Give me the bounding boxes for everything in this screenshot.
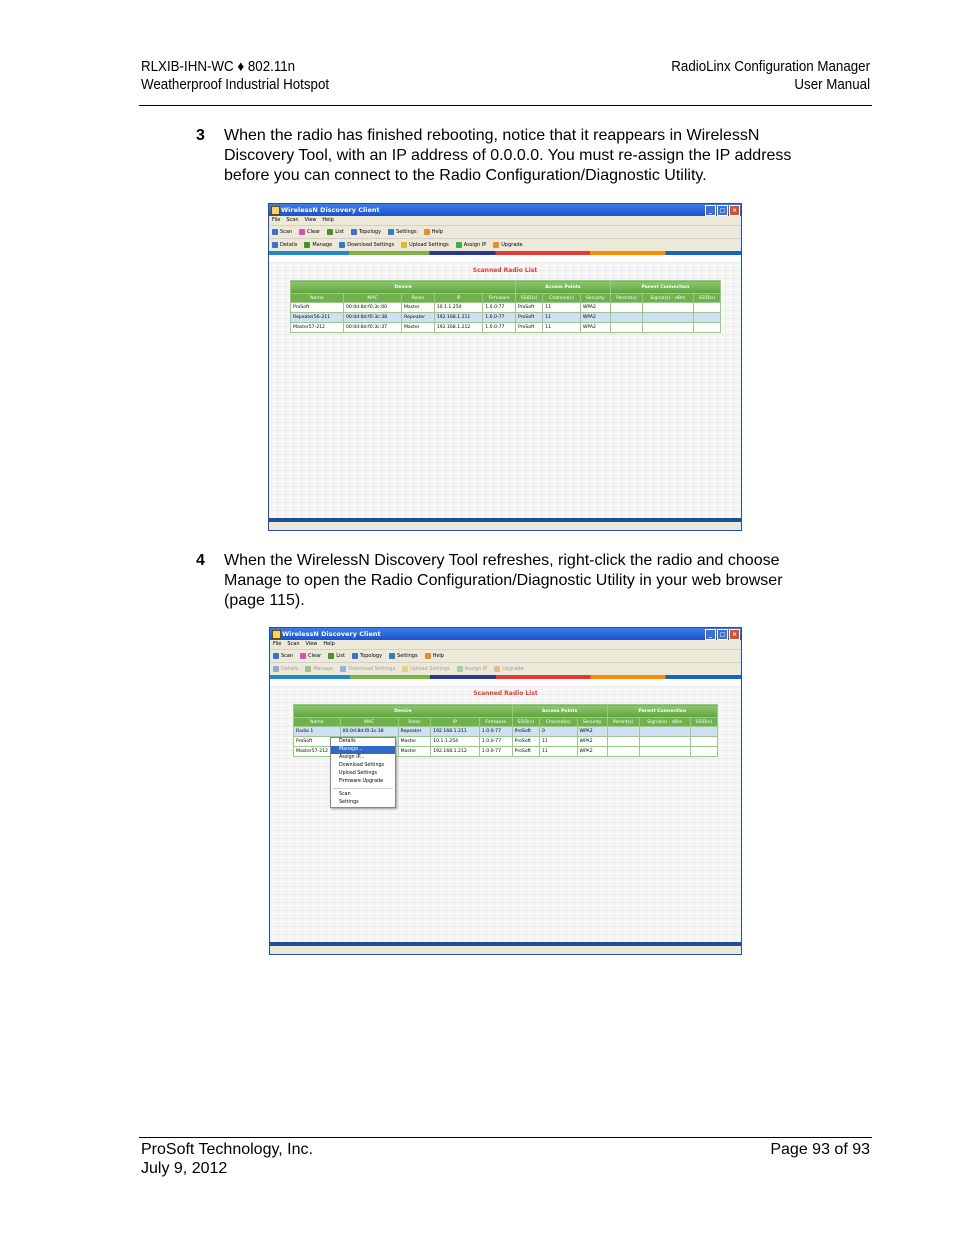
tools-icon [388, 229, 394, 235]
col-parent[interactable]: Parent(s) [610, 294, 642, 303]
manual-title: RadioLinx Configuration Manager [671, 59, 870, 75]
footer-rule [139, 1137, 872, 1138]
table-row[interactable]: ProSoft 00:0d:8d:f0:3c:00 Master 10.1.1.254 1.0.0-77 ProSoft 11 WPA2 [291, 303, 721, 313]
manage-icon [305, 666, 311, 672]
color-stripe [269, 251, 741, 255]
col-firmware[interactable]: Firmware [483, 294, 516, 303]
context-menu [330, 737, 396, 808]
upload-settings-button[interactable]: Upload Settings [402, 663, 450, 675]
maximize-icon[interactable]: □ [717, 205, 728, 216]
step-number: 4 [196, 552, 205, 569]
col-channel[interactable]: Channel(s) [543, 294, 581, 303]
manual-type: User Manual [794, 77, 870, 93]
magnifier-icon [272, 229, 278, 235]
col-roles[interactable]: Roles [401, 294, 434, 303]
ctx-upload-settings[interactable]: Upload Settings [339, 771, 378, 776]
window-title: WirelessN Discovery Client [282, 630, 381, 638]
upgrade-button[interactable]: Upgrade [493, 239, 522, 251]
group-access-points: Access Points [516, 281, 611, 294]
col-roles[interactable]: Roles [398, 718, 431, 727]
list-button[interactable]: List [328, 650, 345, 662]
product-description: Weatherproof Industrial Hotspot [141, 77, 330, 93]
scan-button[interactable]: Scan [273, 650, 293, 662]
col-signal[interactable]: Signal(s) - dBm [643, 294, 694, 303]
download-icon [339, 242, 345, 248]
col-security[interactable]: Security [580, 294, 610, 303]
upgrade-icon [493, 242, 499, 248]
menu-file[interactable]: File [272, 217, 281, 223]
table-row[interactable]: Repeater56-211 00:0d:8d:f0:3c:38 Repeater 192.168.1.211 1.0.0-77 ProSoft 11 WPA2 [291, 313, 721, 323]
ctx-scan[interactable]: Scan [339, 792, 351, 797]
group-device: Device [294, 705, 513, 718]
col-mac[interactable]: MAC [340, 718, 398, 727]
group-access-points: Access Points [512, 705, 607, 718]
topology-icon [351, 229, 357, 235]
status-bar [269, 522, 741, 530]
window-titlebar [270, 628, 741, 640]
ctx-download-settings[interactable]: Download Settings [339, 763, 385, 768]
help-icon [425, 653, 431, 659]
ctx-manage[interactable]: Manage... [331, 746, 395, 754]
close-icon[interactable]: × [729, 205, 740, 216]
eraser-icon [299, 229, 305, 235]
ctx-assign-ip[interactable]: Assign IP... [339, 755, 365, 760]
column-headers [294, 718, 718, 727]
color-stripe [270, 675, 741, 679]
col-name[interactable]: Name [294, 718, 341, 727]
step-number: 3 [196, 127, 205, 144]
header-left [141, 58, 329, 94]
footer-company: ProSoft Technology, Inc. [141, 1141, 313, 1158]
toolbar-actions [270, 662, 741, 675]
col-ssid[interactable]: SSID(s) [512, 718, 539, 727]
step-text: When the radio has finished rebooting, notice that it reappears in WirelessN Discovery Tool, with an IP address of 0.0.0.0. You must re-assign the IP address before you can connect to the Radio Configuration/Diagnostic Utility. [224, 127, 792, 184]
minimize-icon[interactable]: _ [705, 205, 716, 216]
manage-button[interactable]: Manage [304, 239, 332, 251]
column-headers [291, 294, 721, 303]
upgrade-icon [494, 666, 500, 672]
details-icon [272, 242, 278, 248]
assign-ip-button[interactable]: Assign IP [456, 239, 486, 251]
maximize-icon[interactable]: □ [717, 629, 728, 640]
discovery-window-1 [268, 203, 742, 531]
ctx-separator [333, 788, 393, 789]
col-channel[interactable]: Channel(s) [539, 718, 577, 727]
help-button[interactable]: Help [424, 226, 443, 238]
ctx-details[interactable]: Details [339, 739, 356, 744]
list-icon [327, 229, 333, 235]
upload-icon [401, 242, 407, 248]
upload-settings-button[interactable]: Upload Settings [401, 239, 449, 251]
details-button[interactable]: Details [273, 663, 298, 675]
help-button[interactable]: Help [425, 650, 444, 662]
scan-button[interactable]: Scan [272, 226, 292, 238]
col-ssid[interactable]: SSID(s) [516, 294, 543, 303]
manage-icon [304, 242, 310, 248]
radio-table [290, 280, 721, 333]
details-button[interactable]: Details [272, 239, 297, 251]
assign-ip-button[interactable]: Assign IP [457, 663, 487, 675]
download-icon [340, 666, 346, 672]
toolbar-actions [269, 238, 741, 251]
menu-file[interactable]: File [273, 641, 282, 647]
group-device: Device [291, 281, 516, 294]
col-parent-ssid[interactable]: SSID(s) [690, 718, 717, 727]
header-rule [139, 105, 872, 106]
magnifier-icon [273, 653, 279, 659]
table-row[interactable]: Master57-212 Master 192.168.1.212 1.0.0-77 ProSoft 11 WPA2 [294, 747, 718, 757]
topology-icon [352, 653, 358, 659]
toolbar-main [270, 649, 741, 662]
topology-button[interactable]: Topology [352, 650, 382, 662]
list-icon [328, 653, 334, 659]
download-settings-button[interactable]: Download Settings [339, 239, 394, 251]
col-parent[interactable]: Parent(s) [607, 718, 639, 727]
clear-button[interactable]: Clear [299, 226, 320, 238]
radio-list-panel [270, 686, 741, 942]
page-number: Page 93 of 93 [770, 1141, 870, 1158]
download-settings-button[interactable]: Download Settings [340, 663, 395, 675]
eraser-icon [300, 653, 306, 659]
group-parent-connection: Parent Connection [610, 281, 720, 294]
settings-button[interactable]: Settings [388, 226, 417, 238]
footer-left [141, 1140, 313, 1178]
scanned-radio-list-title: Scanned Radio List [472, 267, 538, 274]
table-row[interactable]: ProSoft Master 10.1.1.254 1.0.0-77 ProSoft 11 WPA2 [294, 737, 718, 747]
col-ip[interactable]: IP [431, 718, 480, 727]
col-security[interactable]: Security [577, 718, 607, 727]
app-icon [271, 206, 280, 215]
step-text: When the WirelessN Discovery Tool refreshes, right-click the radio and choose Manage to open the Radio Configuration/Diagnostic Utility in your web browser (page 115). [224, 552, 783, 609]
app-icon [272, 630, 281, 639]
ctx-settings[interactable]: Settings [339, 800, 359, 805]
col-parent-ssid[interactable]: SSID(s) [693, 294, 720, 303]
scanned-radio-list-title: Scanned Radio List [473, 690, 538, 697]
col-firmware[interactable]: Firmware [479, 718, 512, 727]
list-button[interactable]: List [327, 226, 344, 238]
details-icon [273, 666, 279, 672]
footer-date: July 9, 2012 [141, 1160, 228, 1177]
manage-button[interactable]: Manage [305, 663, 333, 675]
discovery-window-2 [269, 627, 742, 955]
topology-button[interactable]: Topology [351, 226, 381, 238]
menu-bar [269, 216, 741, 225]
window-title: WirelessN Discovery Client [281, 206, 380, 214]
menu-bar [270, 640, 741, 649]
menu-help[interactable]: Help [323, 641, 335, 647]
checkmark-icon [457, 666, 463, 672]
radio-list-panel [269, 262, 741, 518]
ctx-firmware-upgrade[interactable]: Firmware Upgrade [339, 779, 384, 784]
tools-icon [389, 653, 395, 659]
menu-scan[interactable]: Scan [287, 641, 300, 647]
menu-view[interactable]: View [304, 217, 317, 223]
product-name: RLXIB-IHN-WC ♦ 802.11n [141, 59, 296, 75]
col-signal[interactable]: Signal(s) - dBm [639, 718, 690, 727]
close-icon[interactable]: × [729, 629, 740, 640]
col-name[interactable]: Name [291, 294, 344, 303]
checkmark-icon [456, 242, 462, 248]
menu-help[interactable]: Help [322, 217, 334, 223]
col-mac[interactable]: MAC [343, 294, 401, 303]
upgrade-button[interactable]: Upgrade [494, 663, 523, 675]
window-titlebar [269, 204, 741, 216]
toolbar-main [269, 225, 741, 238]
col-ip[interactable]: IP [434, 294, 483, 303]
clear-button[interactable]: Clear [300, 650, 321, 662]
help-icon [424, 229, 430, 235]
header-right [671, 58, 870, 94]
settings-button[interactable]: Settings [389, 650, 418, 662]
status-bar [270, 946, 741, 954]
group-parent-connection: Parent Connection [607, 705, 717, 718]
menu-view[interactable]: View [305, 641, 318, 647]
minimize-icon[interactable]: _ [705, 629, 716, 640]
table-row[interactable]: Radio 1 00:0d:8d:f0:3c:38 Repeater 192.168.1.211 1.0.0-77 ProSoft 0 WPA2 [294, 727, 718, 737]
table-row[interactable]: Master57-212 00:0d:8d:f0:3c:37 Master 192.168.1.212 1.0.0-77 ProSoft 11 WPA2 [291, 323, 721, 333]
upload-icon [402, 666, 408, 672]
menu-scan[interactable]: Scan [286, 217, 299, 223]
